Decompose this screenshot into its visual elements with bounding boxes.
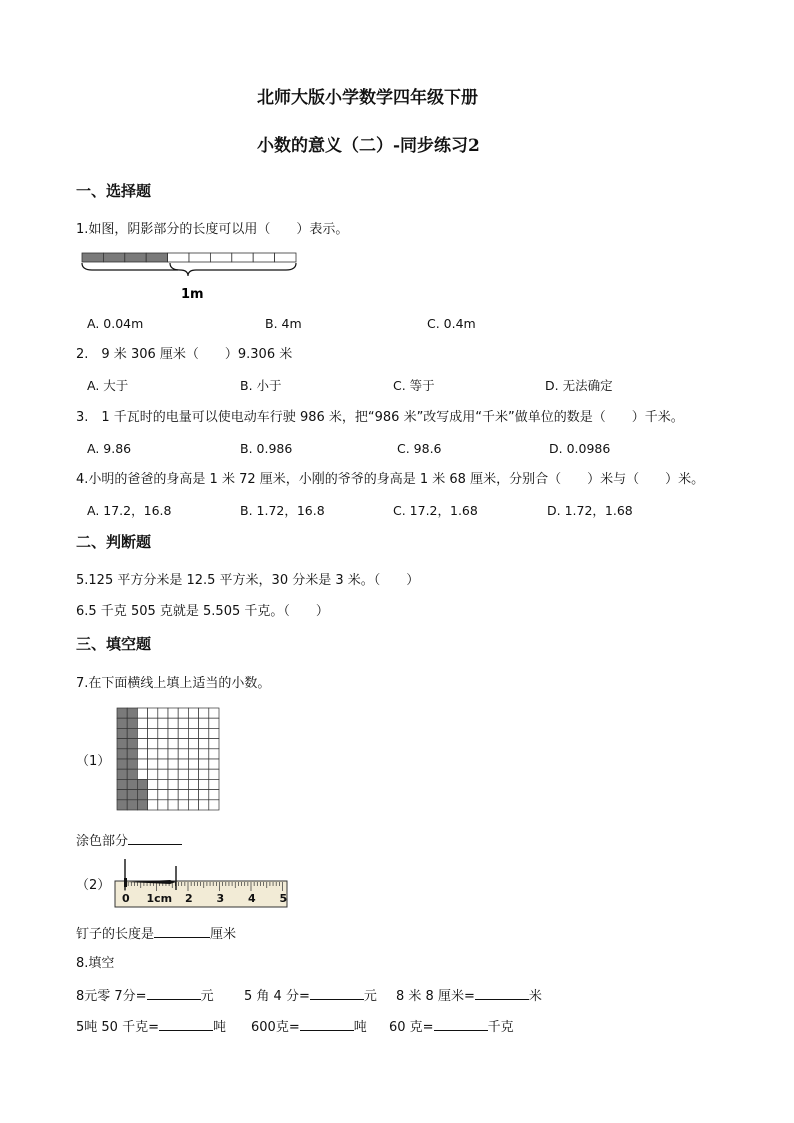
q8-row1-item2 (244, 987, 377, 1005)
grid-cell (158, 800, 168, 810)
grid-cell (178, 759, 188, 769)
grid-cell (209, 708, 219, 718)
grid-cell (178, 769, 188, 779)
q8-r1-i3-prefix: 8 米 8 厘米= (396, 989, 475, 1004)
grid-cell (178, 800, 188, 810)
q1-figure-label: 1m (181, 287, 204, 302)
q8-r1-i3-suffix: 米 (528, 989, 542, 1004)
grid-cell (117, 759, 127, 769)
grid-cell (137, 739, 147, 749)
grid-cell (117, 800, 127, 810)
grid-cell (199, 728, 209, 738)
page-title: 北师大版小学数学四年级下册 (257, 88, 478, 108)
grid-cell (127, 708, 137, 718)
q2-option-d[interactable]: D. 无法确定 (545, 378, 613, 393)
grid-cell (158, 718, 168, 728)
q7-part1-answer (76, 832, 182, 850)
grid-cell (209, 800, 219, 810)
grid-cell (127, 769, 137, 779)
q8-r2-i2-prefix: 600克= (251, 1020, 300, 1035)
grid-cell (148, 708, 158, 718)
q1-segment-cell (232, 253, 253, 262)
q8-r1-i2-prefix: 5 角 4 分= (244, 989, 310, 1004)
q8-r2-i2-suffix: 吨 (353, 1020, 367, 1035)
page-subtitle: 小数的意义（二）-同步练习2 (257, 136, 480, 156)
grid-cell (127, 739, 137, 749)
q1-option-a[interactable]: A. 0.04m (87, 316, 144, 331)
q7-part1-answer-label: 涂色部分 (76, 834, 129, 849)
grid-cell (127, 800, 137, 810)
q7-part2-label: （2） (76, 878, 111, 893)
q4-option-d[interactable]: D. 1.72，1.68 (547, 503, 633, 518)
grid-cell (199, 790, 209, 800)
ruler-tick-label: 1cm (146, 892, 173, 905)
q4-text: 4.小明的爸爸的身高是 1 米 72 厘米，小刚的爷爷的身高是 1 米 68 厘米，分别合（ ）米与（ ）米。 (76, 472, 705, 487)
grid-cell (168, 708, 178, 718)
q7-text: 7.在下面横线上填上适当的小数。 (76, 676, 271, 691)
grid-cell (199, 739, 209, 749)
q7-part2-answer-suffix: 厘米 (210, 927, 237, 942)
grid-cell (209, 739, 219, 749)
q2-text: 2. 9 米 306 厘米（ ）9.306 米 (76, 347, 293, 362)
grid-cell (168, 800, 178, 810)
grid-cell (148, 769, 158, 779)
q2-option-b[interactable]: B. 小于 (240, 378, 282, 393)
q8-r2-i3-suffix: 千克 (487, 1020, 514, 1035)
q4-option-b[interactable]: B. 1.72，16.8 (240, 503, 325, 518)
q8-r2-i1-prefix: 5吨 50 千克= (76, 1020, 159, 1035)
grid-cell (188, 759, 198, 769)
grid-cell (137, 749, 147, 759)
grid-cell (127, 779, 137, 789)
q8-row1-item3 (396, 987, 542, 1005)
section-fill: 三、填空题 (76, 635, 152, 653)
grid-cell (168, 739, 178, 749)
grid-cell (209, 728, 219, 738)
q8-r1-i3-blank[interactable] (475, 987, 529, 1000)
q7-part2-answer (76, 925, 236, 943)
nail-head (124, 878, 127, 887)
q7-hundred-grid (116, 707, 220, 812)
ruler-tick-label: 3 (216, 892, 225, 905)
grid-cell (117, 728, 127, 738)
grid-cell (148, 779, 158, 789)
q3-option-c[interactable]: C. 98.6 (397, 441, 442, 456)
grid-cell (117, 749, 127, 759)
grid-cell (199, 779, 209, 789)
grid-cell (199, 708, 209, 718)
grid-cell (209, 749, 219, 759)
grid-cell (209, 718, 219, 728)
grid-cell (117, 739, 127, 749)
grid-cell (178, 739, 188, 749)
q4-option-c[interactable]: C. 17.2，1.68 (393, 503, 478, 518)
q8-r2-i1-blank[interactable] (159, 1018, 213, 1031)
grid-cell (148, 728, 158, 738)
q1-option-c[interactable]: C. 0.4m (427, 316, 476, 331)
grid-cell (199, 769, 209, 779)
grid-cell (117, 779, 127, 789)
q1-brace (170, 263, 296, 276)
grid-cell (209, 790, 219, 800)
grid-cell (158, 779, 168, 789)
q1-segment-cell (168, 253, 189, 262)
q7-part2-answer-prefix: 钉子的长度是 (76, 927, 155, 942)
grid-cell (158, 708, 168, 718)
grid-cell (127, 759, 137, 769)
grid-cell (178, 779, 188, 789)
q3-text: 3. 1 千瓦时的电量可以使电动车行驶 986 米，把“986 米”改写成用“千米”做单位的数是（ ）千米。 (76, 410, 684, 425)
grid-cell (117, 718, 127, 728)
q7-part1-blank[interactable] (128, 832, 182, 845)
grid-cell (168, 718, 178, 728)
grid-cell (199, 800, 209, 810)
grid-cell (117, 769, 127, 779)
grid-cell (127, 749, 137, 759)
grid-cell (178, 718, 188, 728)
grid-cell (199, 749, 209, 759)
q8-row1-item1 (76, 987, 214, 1005)
grid-cell (148, 790, 158, 800)
q5-text: 5.125 平方分米是 12.5 平方米，30 分米是 3 米。（ ） (76, 573, 420, 588)
grid-cell (158, 759, 168, 769)
grid-cell (188, 728, 198, 738)
q8-r1-i1-prefix: 8元零 7分= (76, 989, 147, 1004)
grid-cell (188, 800, 198, 810)
grid-cell (137, 800, 147, 810)
grid-cell (137, 718, 147, 728)
q1-segment-cell (189, 253, 210, 262)
q8-r2-i1-suffix: 吨 (212, 1020, 226, 1035)
grid-cell (168, 769, 178, 779)
q8-text: 8.填空 (76, 956, 115, 971)
q8-r2-i2-blank[interactable] (300, 1018, 354, 1031)
grid-cell (148, 800, 158, 810)
grid-cell (188, 749, 198, 759)
grid-cell (168, 759, 178, 769)
grid-cell (148, 749, 158, 759)
grid-cell (209, 769, 219, 779)
q8-r1-i1-suffix: 元 (200, 989, 214, 1004)
q7-part1-label: （1） (76, 754, 111, 769)
grid-cell (158, 728, 168, 738)
grid-cell (168, 749, 178, 759)
q3-option-d[interactable]: D. 0.0986 (549, 441, 611, 456)
q1-text: 1.如图，阴影部分的长度可以用（ ）表示。 (76, 222, 349, 237)
q8-row2-item1 (76, 1018, 226, 1036)
grid-cell (178, 728, 188, 738)
ruler-tick-label: 5 (279, 892, 288, 905)
grid-cell (137, 790, 147, 800)
q7-part2-blank[interactable] (154, 925, 210, 938)
q1-segment-cell (275, 253, 296, 262)
section-choice: 一、选择题 (76, 182, 152, 200)
grid-cell (188, 708, 198, 718)
grid-cell (137, 779, 147, 789)
grid-cell (127, 790, 137, 800)
grid-cell (188, 739, 198, 749)
grid-cell (127, 718, 137, 728)
grid-cell (168, 728, 178, 738)
ruler-tick-label: 0 (122, 892, 130, 905)
q2-option-a[interactable]: A. 大于 (87, 378, 129, 393)
ruler-tick-label: 2 (185, 892, 193, 905)
ruler-tick-label: 4 (248, 892, 256, 905)
grid-cell (178, 790, 188, 800)
q1-segment-cell (253, 253, 274, 262)
q1-brace-left (82, 263, 178, 270)
grid-cell (148, 739, 158, 749)
grid-cell (168, 779, 178, 789)
q6-text: 6.5 千克 505 克就是 5.505 千克。（ ） (76, 604, 329, 619)
grid-cell (158, 749, 168, 759)
q1-segment-cell (82, 253, 103, 262)
grid-cell (148, 759, 158, 769)
grid-cell (117, 790, 127, 800)
grid-cell (148, 718, 158, 728)
q1-segment-cell (210, 253, 231, 262)
q8-r2-i3-blank[interactable] (434, 1018, 488, 1031)
q7-ruler-figure (112, 856, 290, 912)
grid-cell (127, 728, 137, 738)
grid-cell (137, 759, 147, 769)
grid-cell (209, 779, 219, 789)
q3-option-a[interactable]: A. 9.86 (87, 441, 132, 456)
grid-cell (188, 769, 198, 779)
q8-r1-i2-suffix: 元 (363, 989, 377, 1004)
q1-option-b[interactable]: B. 4m (265, 316, 302, 331)
grid-cell (117, 708, 127, 718)
grid-cell (199, 718, 209, 728)
q1-segment-cell (125, 253, 146, 262)
q1-segment-cell (146, 253, 167, 262)
grid-cell (137, 728, 147, 738)
q8-r1-i2-blank[interactable] (310, 987, 364, 1000)
q2-option-c[interactable]: C. 等于 (393, 378, 435, 393)
grid-cell (158, 769, 168, 779)
q8-row2-item2 (251, 1018, 367, 1036)
q8-row2-item3 (389, 1018, 514, 1036)
grid-cell (137, 708, 147, 718)
section-judge: 二、判断题 (76, 533, 152, 551)
q1-segment-cell (103, 253, 124, 262)
q1-segment-figure (80, 250, 302, 302)
q8-r2-i3-prefix: 60 克= (389, 1020, 434, 1035)
grid-cell (188, 718, 198, 728)
q8-r1-i1-blank[interactable] (147, 987, 201, 1000)
grid-cell (158, 790, 168, 800)
grid-cell (188, 790, 198, 800)
grid-cell (209, 759, 219, 769)
q4-option-a[interactable]: A. 17.2，16.8 (87, 503, 172, 518)
grid-cell (178, 708, 188, 718)
grid-cell (168, 790, 178, 800)
grid-cell (137, 769, 147, 779)
grid-cell (178, 749, 188, 759)
grid-cell (158, 739, 168, 749)
grid-cell (199, 759, 209, 769)
grid-cell (188, 779, 198, 789)
q3-option-b[interactable]: B. 0.986 (240, 441, 293, 456)
